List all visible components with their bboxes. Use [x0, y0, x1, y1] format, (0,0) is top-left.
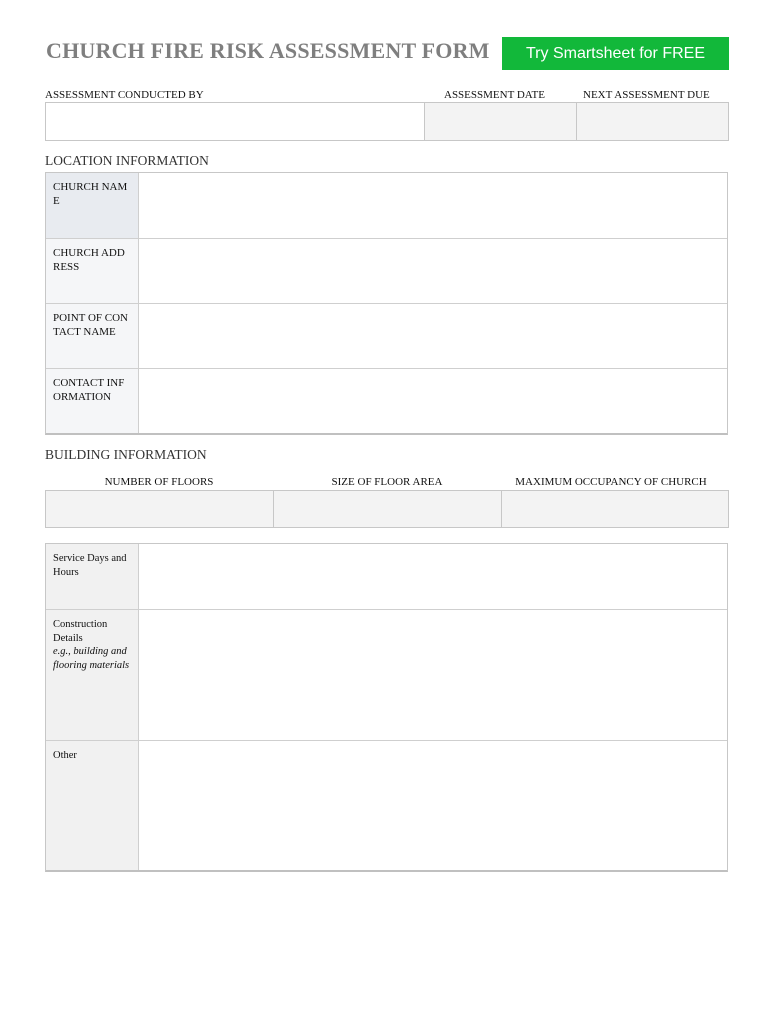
service-days-label — [46, 544, 139, 609]
details-row-construction — [46, 609, 727, 740]
contact-information-field[interactable] — [139, 369, 727, 433]
assessment-conducted-by-label: ASSESSMENT CONDUCTED BY — [45, 89, 204, 101]
details-table — [45, 543, 728, 872]
location-row-church-name — [46, 173, 727, 238]
try-smartsheet-button[interactable]: Try Smartsheet for FREE — [502, 37, 729, 70]
construction-details-label — [46, 610, 139, 740]
maximum-occupancy-field[interactable] — [501, 490, 729, 528]
location-section-title: LOCATION INFORMATION — [45, 153, 209, 168]
construction-details-hint: e.g., building and flooring materials — [53, 646, 130, 671]
service-days-label-text: Service Days and Hours — [53, 553, 127, 578]
number-of-floors-field[interactable] — [45, 490, 274, 528]
construction-details-field[interactable] — [139, 610, 727, 740]
location-row-church-address — [46, 238, 727, 303]
maximum-occupancy-label: MAXIMUM OCCUPANCY OF CHURCH — [515, 476, 707, 488]
church-name-field[interactable] — [139, 173, 727, 238]
details-row-service-days — [46, 544, 727, 609]
number-of-floors-label: NUMBER OF FLOORS — [104, 476, 214, 488]
other-label-text: Other — [53, 750, 77, 761]
contact-information-label: CONTACT INFORMATION — [46, 369, 139, 433]
size-of-floor-area-label: SIZE OF FLOOR AREA — [331, 476, 443, 488]
location-row-contact-info — [46, 368, 727, 433]
construction-details-label-text: Construction Details — [53, 619, 108, 644]
other-field[interactable] — [139, 741, 727, 870]
next-assessment-due-label: NEXT ASSESSMENT DUE — [583, 89, 710, 101]
service-days-field[interactable] — [139, 544, 727, 609]
point-of-contact-name-label: POINT OF CONTACT NAME — [46, 304, 139, 368]
other-label — [46, 741, 139, 870]
assessment-conducted-by-field[interactable] — [45, 102, 425, 141]
location-table — [45, 172, 728, 435]
details-row-other — [46, 740, 727, 870]
church-address-label: CHURCH ADDRESS — [46, 239, 139, 303]
location-row-contact-name — [46, 303, 727, 368]
church-address-field[interactable] — [139, 239, 727, 303]
assessment-date-field[interactable] — [424, 102, 577, 141]
size-of-floor-area-field[interactable] — [273, 490, 502, 528]
form-title: CHURCH FIRE RISK ASSESSMENT FORM — [46, 38, 490, 63]
church-name-label: CHURCH NAME — [46, 173, 139, 238]
point-of-contact-name-field[interactable] — [139, 304, 727, 368]
building-section-title: BUILDING INFORMATION — [45, 447, 207, 462]
next-assessment-due-field[interactable] — [576, 102, 729, 141]
assessment-date-label: ASSESSMENT DATE — [444, 89, 545, 101]
